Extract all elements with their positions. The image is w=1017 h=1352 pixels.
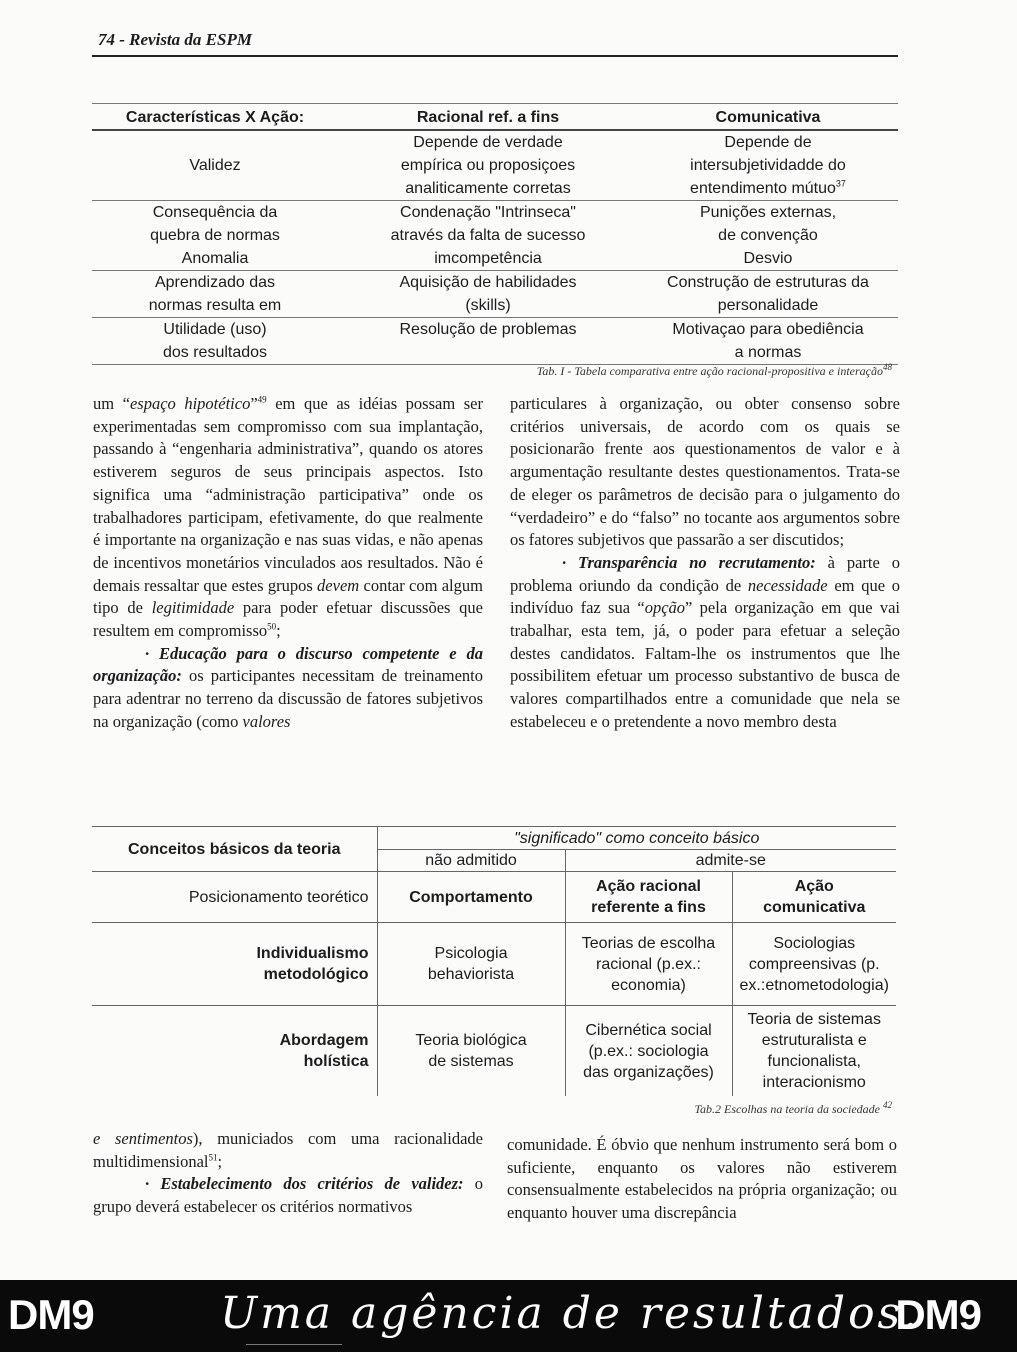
text: os participantes necessitam de treinamento para adentrar no terreno da discussão de fatores subjetivos na organização (como [93, 666, 483, 731]
advertisement-banner [0, 1280, 1017, 1352]
footnote-ref: 51 [208, 1152, 218, 1163]
table2-col-header: Comportamento [377, 872, 565, 923]
label-text: Abordagem holística [279, 1032, 369, 1070]
text-column-right-bottom [507, 1134, 897, 1225]
paragraph [93, 1128, 483, 1173]
emphasis: e sentimentos [93, 1129, 193, 1148]
label-text: Individualismo metodológico [256, 945, 369, 983]
cell-text: Construção de estruturas da personalidade [667, 274, 869, 314]
paragraph [93, 393, 483, 643]
paragraph: particulares à organização, ou obter consenso sobre critérios universais, de acordo com os quais se posicionarão frente aos questionamentos de valor e à argumentação resultante destes questionamentos. Trata-se de eleger os parâmetros de decisão para o julgamento do “verdadeiro” e do “falso” no tocante aos argumentos sobre os fatores subjetivos que passarão a ser discutidos; [510, 394, 900, 550]
cell-text: Teoria biológica de sistemas [415, 1032, 527, 1070]
table2-caption [300, 1102, 892, 1117]
text-column-left-bottom [93, 1128, 483, 1219]
text-column-left-top [93, 393, 483, 734]
table-cell [732, 1006, 896, 1097]
cell-text: Condenação "Intrinseca" através da falta de sucesso imcompetência [390, 204, 586, 267]
banner-slogan: Uma agência de resultados. [220, 1288, 921, 1339]
table2-sub-header: não admitido [377, 850, 565, 872]
table-cell [338, 318, 638, 365]
table-row [92, 827, 896, 850]
cell-text: Psicologia behaviorista [427, 945, 515, 983]
running-head: 74 - Revista da ESPM [98, 30, 252, 49]
footnote-ref: 50 [267, 621, 277, 632]
cell-text: Consequência da quebra de normas Anomalia [150, 204, 280, 267]
cell-text: Utilidade (uso) dos resultados [162, 321, 268, 361]
table1-header-row [92, 105, 898, 130]
cell-text: Sociologias compreensivas (p. ex.:etnometodologia) [739, 934, 889, 994]
paragraph [93, 1173, 483, 1218]
paragraph: comunidade. É óbvio que nenhum instrumento será bom o suficiente, enquanto os valores não estiverem consensualmente estabelecidos na própria organização; ou enquanto houver uma discrepância [507, 1135, 897, 1223]
table-cell [638, 201, 898, 271]
emphasis: opção [644, 598, 686, 618]
table2-row-label [92, 923, 377, 1006]
table2-top-header [377, 827, 896, 850]
table-row [92, 872, 896, 923]
table-cell [565, 1006, 732, 1097]
table-cell [92, 130, 338, 201]
cell-text: Cibernética social (p.ex.: sociologia das organizações) [583, 1021, 714, 1081]
emphasis: valores [242, 711, 291, 731]
text-column-right-top [510, 393, 900, 734]
table1-header: Características X Ação: [92, 105, 338, 130]
table-row [92, 318, 898, 365]
cell-text: Depende de verdade empírica ou proposiçoes analiticamente corretas [400, 134, 576, 197]
cell-text: Teoria de sistemas estruturalista e funcionalista, interacionismo [747, 1011, 881, 1091]
text: em que o indivíduo faz sua “ [510, 575, 901, 618]
section-lead: · Educação para o discurso competente e da organização: [93, 643, 483, 686]
cell-text: Punições externas, de convenção Desvio [699, 204, 837, 267]
paragraph [510, 552, 900, 734]
table-row [92, 271, 898, 318]
table-cell [732, 923, 896, 1006]
table2-row-label [92, 1006, 377, 1097]
theory-table [92, 826, 896, 1096]
text: contar com algum tipo de [93, 575, 483, 618]
cell-text: Teorias de escolha racional (p.ex.: economia) [581, 934, 716, 994]
footnote-ref: 48 [883, 362, 892, 372]
comparison-table [92, 105, 898, 365]
text: um “ [93, 394, 130, 413]
section-lead: · Estabelecimento dos critérios de validez: [145, 1174, 464, 1194]
cell-text: Aquisição de habilidades (skills) [399, 274, 577, 314]
table-cell [338, 271, 638, 318]
table-cell [92, 318, 338, 365]
emphasis: legitimidade [151, 598, 235, 618]
caption-text: Tab. I - Tabela comparativa entre ação racional-propositiva e interação [536, 364, 883, 378]
table-cell [638, 271, 898, 318]
table2-col-header [732, 872, 896, 923]
table2-col-header [565, 872, 732, 923]
dm9-logo-right: DM9 [895, 1291, 981, 1338]
table-row [92, 201, 898, 271]
table-cell [377, 1006, 565, 1097]
text: para poder efetuar discussões que resultem em compromisso [93, 598, 483, 641]
header-text: "significado" como conceito básico [514, 829, 760, 847]
table1-top-rule [92, 103, 898, 104]
table-row [92, 1006, 896, 1097]
table-row [92, 923, 896, 1006]
table-cell [338, 130, 638, 201]
footnote-ref: 37 [835, 178, 846, 189]
dm9-logo-left: DM9 [8, 1291, 94, 1338]
header-text: Ação racional referente a fins [591, 878, 706, 916]
emphasis: espaço hipotético [129, 394, 251, 413]
table1-header: Racional ref. a fins [338, 105, 638, 130]
table2-row-label: Posicionamento teorético [92, 872, 377, 923]
table-cell [638, 318, 898, 365]
cell-text: Aprendizado das normas resulta em [148, 274, 282, 314]
text: em que as idéias possam ser experimentadas sem compromisso com sua implantação, passando à “engenharia administrativa”, quando os atores estiverem seguros de seus principais aspectos. Isto significa uma “administração participativa” onde os trabalhadores participam, efetivamente, do que realmente é importante na organização e nas suas vidas, e não apenas de incentivos monetários vinculados aos resultados. Não é demais ressaltar que estes grupos [93, 394, 483, 595]
cell-text: Resolução de problemas [399, 321, 577, 338]
text: ; [217, 1151, 223, 1171]
footnote-ref: 49 [257, 394, 267, 405]
section-lead: · Transparência no recrutamento: [562, 552, 816, 572]
header-text: Ação comunicativa [763, 878, 866, 916]
text: ” pela organização em que vai trabalhar, esta tem, já, o poder para efetuar a seleção destes candidatos. Faltam-lhe os instrumentos que lhe possibilitem efetuar um processo substantivo de busca de valores compartilhados entre a comunidade que nela se estabeleceu e o pretendente a novo membro desta [510, 598, 901, 731]
footnote-ref: 42 [883, 1100, 892, 1110]
table-cell [92, 201, 338, 271]
text: ), municiados com uma racionalidade multidimensional [93, 1129, 484, 1171]
table1-header: Comunicativa [638, 105, 898, 130]
text: ; [276, 621, 281, 641]
caption-text: Tab.2 Escolhas na teoria da sociedade [694, 1102, 880, 1116]
text: à parte o problema oriundo da condição de [510, 552, 900, 595]
table-cell [638, 130, 898, 201]
cell-text: Motivaçao para obediência a normas [672, 321, 864, 361]
paragraph [93, 643, 483, 734]
text: o grupo deverá estabelecer os critérios normativos [93, 1174, 483, 1217]
cell-text: Validez [189, 157, 241, 174]
cell-text: Depende de intersubjetividadde do entendimento mútuo [690, 134, 846, 197]
banner-divider [246, 1344, 342, 1345]
text: ” [250, 394, 258, 413]
table-cell [92, 271, 338, 318]
table2-sub-header: admite-se [565, 850, 896, 872]
table-row [92, 130, 898, 201]
table-cell [338, 201, 638, 271]
emphasis: devem [317, 575, 360, 595]
table-cell [377, 923, 565, 1006]
table-cell [565, 923, 732, 1006]
header-rule [92, 55, 898, 57]
table1-caption [300, 364, 892, 379]
emphasis: necessidade [747, 575, 828, 595]
table2-corner: Conceitos básicos da teoria [92, 827, 377, 872]
